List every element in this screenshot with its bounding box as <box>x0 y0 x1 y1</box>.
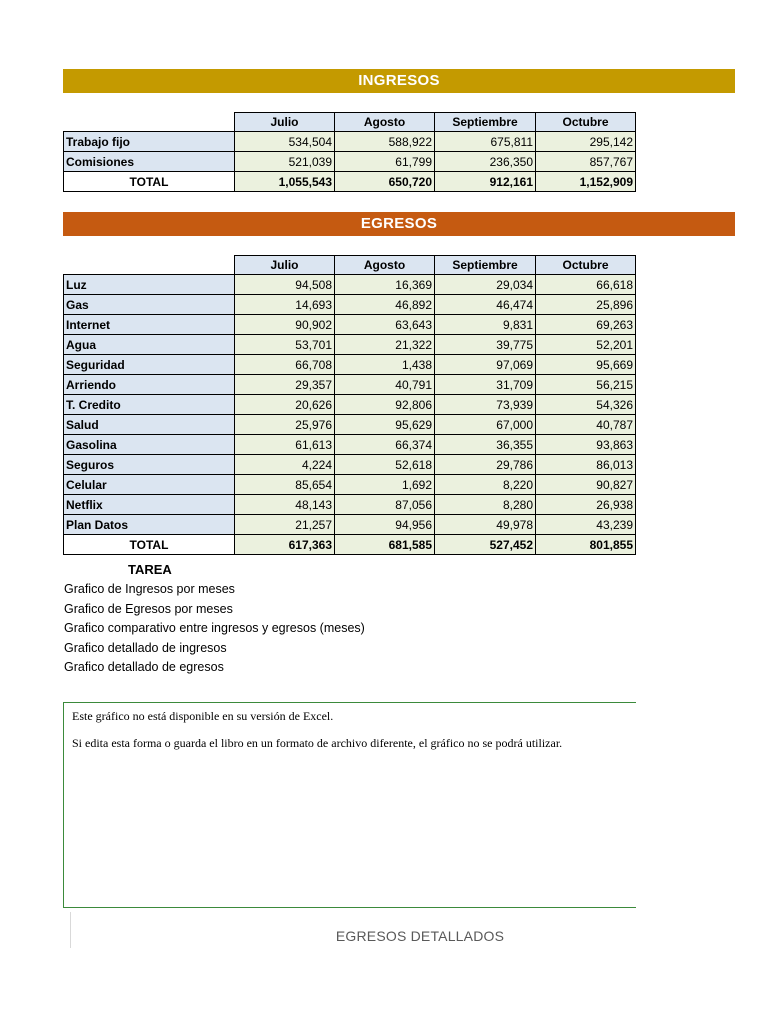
row-label[interactable]: Seguros <box>64 455 235 475</box>
ingresos-banner: INGRESOS <box>63 69 735 93</box>
value-cell[interactable]: 295,142 <box>536 132 636 152</box>
total-cell[interactable]: 912,161 <box>435 172 536 192</box>
total-label[interactable]: TOTAL <box>64 172 235 192</box>
row-label[interactable]: Trabajo fijo <box>64 132 235 152</box>
value-cell[interactable]: 29,357 <box>235 375 335 395</box>
row-label[interactable]: Agua <box>64 335 235 355</box>
value-cell[interactable]: 94,956 <box>335 515 435 535</box>
table-row <box>64 132 636 152</box>
row-label[interactable]: Comisiones <box>64 152 235 172</box>
total-row <box>64 535 636 555</box>
total-cell[interactable]: 650,720 <box>335 172 435 192</box>
value-cell[interactable]: 31,709 <box>435 375 536 395</box>
value-cell[interactable]: 66,374 <box>335 435 435 455</box>
footer-title: EGRESOS DETALLADOS <box>335 928 505 944</box>
value-cell[interactable]: 53,701 <box>235 335 335 355</box>
table-row <box>64 415 636 435</box>
value-cell[interactable]: 90,827 <box>536 475 636 495</box>
list-item: Grafico detallado de ingresos <box>64 640 227 655</box>
value-cell[interactable]: 95,629 <box>335 415 435 435</box>
value-cell[interactable]: 61,613 <box>235 435 335 455</box>
row-label[interactable]: Seguridad <box>64 355 235 375</box>
value-cell[interactable]: 236,350 <box>435 152 536 172</box>
table-row <box>64 495 636 515</box>
value-cell[interactable]: 8,220 <box>435 475 536 495</box>
total-cell[interactable]: 1,152,909 <box>536 172 636 192</box>
chart-placeholder-box[interactable] <box>63 702 636 908</box>
value-cell[interactable]: 9,831 <box>435 315 536 335</box>
value-cell[interactable]: 36,355 <box>435 435 536 455</box>
value-cell[interactable]: 39,775 <box>435 335 536 355</box>
value-cell[interactable]: 25,976 <box>235 415 335 435</box>
value-cell[interactable]: 56,215 <box>536 375 636 395</box>
total-cell[interactable]: 681,585 <box>335 535 435 555</box>
table-row <box>64 355 636 375</box>
tarea-title: TAREA <box>128 562 172 577</box>
value-cell[interactable]: 20,626 <box>235 395 335 415</box>
value-cell[interactable]: 52,201 <box>536 335 636 355</box>
value-cell[interactable]: 52,618 <box>335 455 435 475</box>
list-item: Grafico de Ingresos por meses <box>64 582 235 596</box>
value-cell[interactable]: 95,669 <box>536 355 636 375</box>
value-cell[interactable]: 61,799 <box>335 152 435 172</box>
value-cell[interactable]: 48,143 <box>235 495 335 515</box>
value-cell[interactable]: 63,643 <box>335 315 435 335</box>
row-label[interactable]: Luz <box>64 275 235 295</box>
list-item: Grafico de Egresos por meses <box>64 601 233 616</box>
chart-placeholder-line-2: Si edita esta forma o guarda el libro en un formato de archivo diferente, el gráfico no se podrá utilizar. <box>72 736 563 750</box>
value-cell[interactable]: 675,811 <box>435 132 536 152</box>
total-cell[interactable]: 801,855 <box>536 535 636 555</box>
ingresos-header-row <box>64 113 636 132</box>
value-cell[interactable]: 66,618 <box>536 275 636 295</box>
row-label[interactable]: Plan Datos <box>64 515 235 535</box>
row-label[interactable]: Celular <box>64 475 235 495</box>
value-cell[interactable]: 1,438 <box>335 355 435 375</box>
total-cell[interactable]: 1,055,543 <box>235 172 335 192</box>
column-header[interactable]: Septiembre <box>435 113 536 132</box>
column-header[interactable]: Julio <box>235 256 335 275</box>
value-cell[interactable]: 67,000 <box>435 415 536 435</box>
chart-placeholder-line-1: Este gráfico no está disponible en su versión de Excel. <box>72 709 334 723</box>
value-cell[interactable]: 4,224 <box>235 455 335 475</box>
total-label[interactable]: TOTAL <box>64 535 235 555</box>
column-header[interactable]: Agosto <box>335 256 435 275</box>
ingresos-table <box>63 112 636 192</box>
row-label[interactable]: Arriendo <box>64 375 235 395</box>
table-row <box>64 395 636 415</box>
table-row <box>64 515 636 535</box>
value-cell[interactable]: 43,239 <box>536 515 636 535</box>
egresos-header-row <box>64 256 636 275</box>
value-cell[interactable]: 54,326 <box>536 395 636 415</box>
value-cell[interactable]: 40,787 <box>536 415 636 435</box>
value-cell[interactable]: 857,767 <box>536 152 636 172</box>
value-cell[interactable]: 97,069 <box>435 355 536 375</box>
row-label[interactable]: Netflix <box>64 495 235 515</box>
column-header[interactable]: Octubre <box>536 113 636 132</box>
value-cell[interactable]: 16,369 <box>335 275 435 295</box>
value-cell[interactable]: 40,791 <box>335 375 435 395</box>
value-cell[interactable]: 534,504 <box>235 132 335 152</box>
value-cell[interactable]: 94,508 <box>235 275 335 295</box>
value-cell[interactable]: 1,692 <box>335 475 435 495</box>
value-cell[interactable]: 8,280 <box>435 495 536 515</box>
value-cell[interactable]: 29,786 <box>435 455 536 475</box>
table-row <box>64 295 636 315</box>
value-cell[interactable]: 588,922 <box>335 132 435 152</box>
table-row <box>64 435 636 455</box>
value-cell[interactable]: 87,056 <box>335 495 435 515</box>
value-cell[interactable]: 46,892 <box>335 295 435 315</box>
value-cell[interactable]: 26,938 <box>536 495 636 515</box>
table-row <box>64 375 636 395</box>
table-row <box>64 455 636 475</box>
table-row <box>64 315 636 335</box>
header-blank-cell <box>64 113 235 132</box>
total-cell[interactable]: 527,452 <box>435 535 536 555</box>
egresos-table <box>63 255 636 555</box>
value-cell[interactable]: 92,806 <box>335 395 435 415</box>
total-row <box>64 172 636 192</box>
table-row <box>64 152 636 172</box>
column-header[interactable]: Agosto <box>335 113 435 132</box>
value-cell[interactable]: 21,257 <box>235 515 335 535</box>
egresos-banner: EGRESOS <box>63 212 735 236</box>
value-cell[interactable]: 90,902 <box>235 315 335 335</box>
value-cell[interactable]: 69,263 <box>536 315 636 335</box>
value-cell[interactable]: 21,322 <box>335 335 435 355</box>
column-header[interactable]: Septiembre <box>435 256 536 275</box>
tarea-list <box>64 580 365 678</box>
total-cell[interactable]: 617,363 <box>235 535 335 555</box>
table-row <box>64 275 636 295</box>
header-blank-cell <box>64 256 235 275</box>
table-row <box>64 475 636 495</box>
row-label[interactable]: Gas <box>64 295 235 315</box>
column-header[interactable]: Octubre <box>536 256 636 275</box>
table-row <box>64 335 636 355</box>
value-cell[interactable]: 66,708 <box>235 355 335 375</box>
value-cell[interactable]: 46,474 <box>435 295 536 315</box>
row-label[interactable]: T. Credito <box>64 395 235 415</box>
list-item: Grafico comparativo entre ingresos y egresos (meses) <box>64 621 365 635</box>
row-label[interactable]: Internet <box>64 315 235 335</box>
value-cell[interactable]: 521,039 <box>235 152 335 172</box>
value-cell[interactable]: 93,863 <box>536 435 636 455</box>
row-label[interactable]: Salud <box>64 415 235 435</box>
value-cell[interactable]: 14,693 <box>235 295 335 315</box>
value-cell[interactable]: 49,978 <box>435 515 536 535</box>
value-cell[interactable]: 25,896 <box>536 295 636 315</box>
column-header[interactable]: Julio <box>235 113 335 132</box>
row-label[interactable]: Gasolina <box>64 435 235 455</box>
value-cell[interactable]: 86,013 <box>536 455 636 475</box>
value-cell[interactable]: 29,034 <box>435 275 536 295</box>
list-item: Grafico detallado de egresos <box>64 660 224 674</box>
value-cell[interactable]: 85,654 <box>235 475 335 495</box>
value-cell[interactable]: 73,939 <box>435 395 536 415</box>
